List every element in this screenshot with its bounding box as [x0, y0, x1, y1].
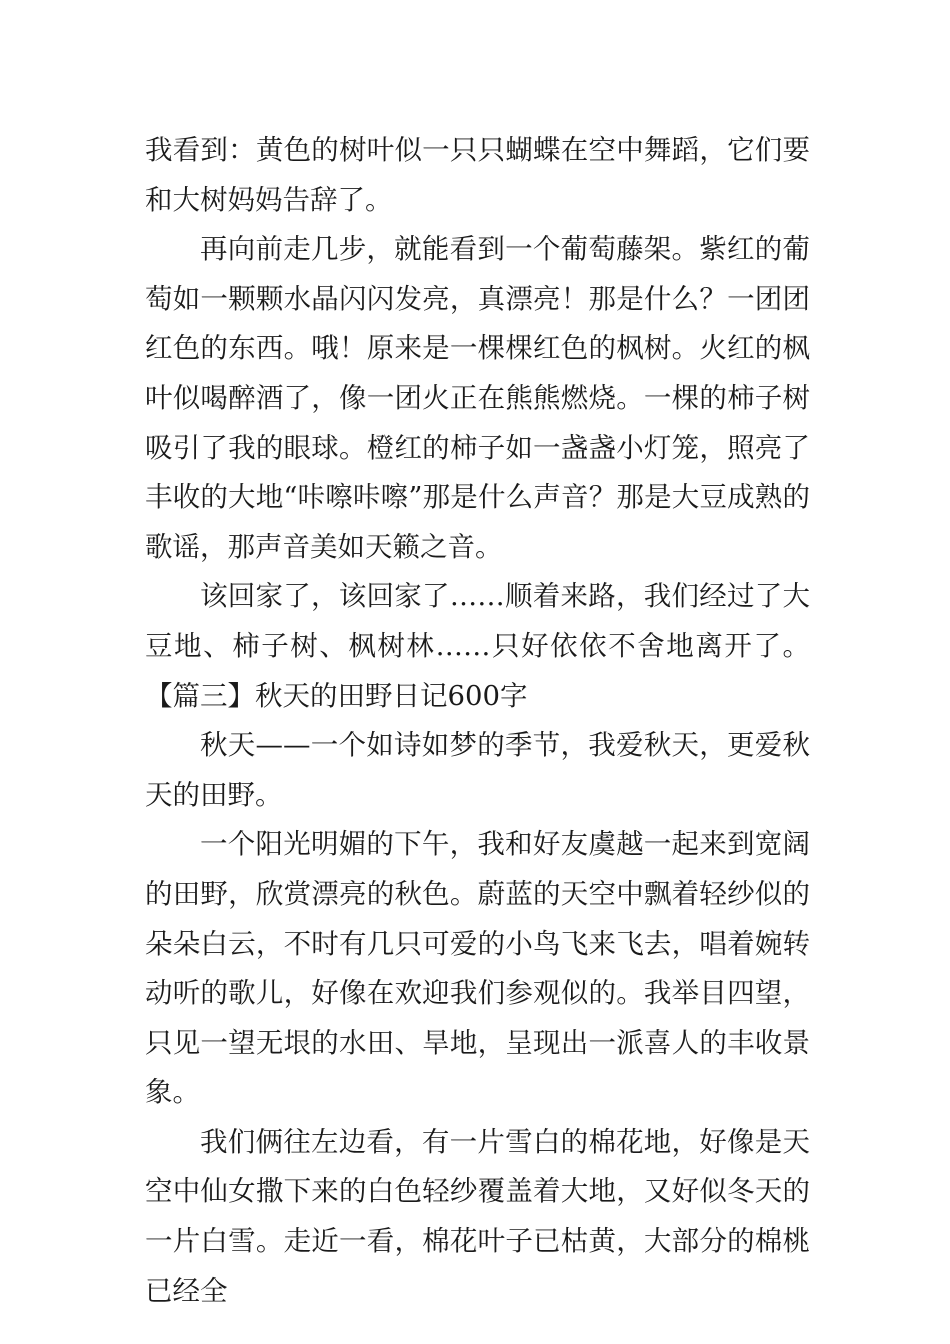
- paragraph-3: 该回家了，该回家了……顺着来路，我们经过了大豆地、柿子树、枫树林……只好依依不舍地离开了。【篇三】秋天的田野日记600字: [145, 580, 810, 712]
- body-text: [145, 126, 810, 1316]
- paragraph-6: 我们俩往左边看，有一片雪白的棉花地，好像是天空中仙女撒下来的白色轻纱覆盖着大地，又好似冬天的一片白雪。走近一看，棉花叶子已枯黄，大部分的棉桃已经全: [145, 1125, 810, 1307]
- paragraph-5: 一个阳光明媚的下午，我和好友虞越一起来到宽阔的田野，欣赏漂亮的秋色。蔚蓝的天空中飘着轻纱似的朵朵白云，不时有几只可爱的小鸟飞来飞去，唱着婉转动听的歌儿，好像在欢迎我们参观似的。我举目四望，只见一望无垠的水田、旱地，呈现出一派喜人的丰收景象。: [145, 828, 810, 1109]
- paragraph-2: 再向前走几步，就能看到一个葡萄藤架。紫红的葡萄如一颗颗水晶闪闪发亮，真漂亮！那是什么？一团团红色的东西。哦！原来是一棵棵红色的枫树。火红的枫叶似喝醉酒了，像一团火正在熊熊燃烧。一棵的柿子树吸引了我的眼球。橙红的柿子如一盏盏小灯笼，照亮了丰收的大地“咔嚓咔嚓”那是什么声音？那是大豆成熟的歌谣，那声音美如天籁之音。: [145, 233, 810, 563]
- paragraph-1: 我看到：黄色的树叶似一只只蝴蝶在空中舞蹈，它们要和大树妈妈告辞了。: [145, 134, 810, 216]
- paragraph-4: 秋天——一个如诗如梦的季节，我爱秋天，更爱秋天的田野。: [145, 729, 810, 811]
